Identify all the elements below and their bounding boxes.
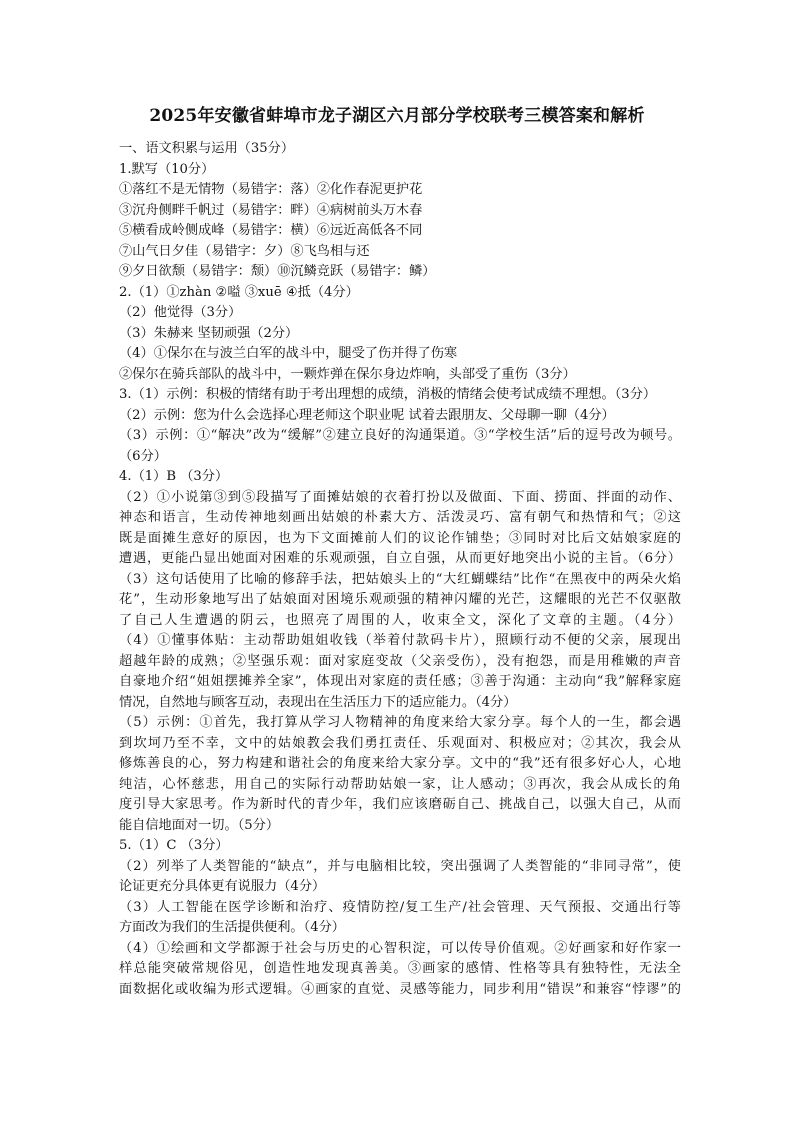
answer-line: 度引导大家思考。作为新时代的青少年，我们应该磨砺自己、挑战自己，以强大自己，从而 [119,797,681,812]
answer-line: （6分） [119,448,167,464]
answer-line: 纯洁，心怀慈悲，用自己的实际行动帮助姑娘一家，让人感动；③再次，我会从成长的角 [119,776,681,792]
question-heading: 1.默写（10分） [119,161,215,177]
answer-line: 自豪地介绍“姐姐摆摊养全家”，体现出对家庭的责任感；③善于沟通：主动向“我”解释家庭 [119,674,681,689]
answer-line: 能自信地面对一切。（5分） [119,817,280,833]
answer-line: （3）示例：①“解决”改为“缓解”②建立良好的沟通渠道。③“学校生活”后的逗号改为顿号。 [119,428,681,443]
answer-line: 论证更充分具体更有说服力（4分） [119,879,326,894]
section-heading: 一、语文积累与运用（35分） [119,141,295,156]
answer-line: 遭遇，更能凸显出她面对困难的乐观顽强，自立自强，从而更好地突出小说的主旨。（6分） [119,551,681,566]
answer-line: （3）朱赫来 坚韧顽强（2分） [119,325,299,341]
answer-line: 样总能突破常规俗见，创造性地发现真善美。③画家的感情、性格等具有独特性，无法全 [119,961,681,976]
answer-line: ⑦山气日夕佳（易错字：夕）⑧飞鸟相与还 [119,243,370,259]
answer-line: （3）这句话使用了比喻的修辞手法，把姑娘头上的“大红蝴蝶结”比作“在黑夜中的两朵火焰 [119,571,681,587]
answer-line: 3.（1）示例：积极的情绪有助于考出理想的成绩，消极的情绪会使考试成绩不理想。（3分） [119,387,657,402]
answer-line: （2）列举了人类智能的“缺点”，并与电脑相比较，突出强调了人类智能的“非同寻常”，使 [119,858,681,874]
answer-line: 2.（1）①zhàn ②嗌 ③xuē ④抵（4分） [119,284,359,300]
answer-line: 到坎坷乃至不幸，文中的姑娘教会我们勇扛责任、乐观面对、积极应对；②其次，我会从 [119,735,681,751]
answer-line: 了自己人生遭遇的阴云，也照亮了周围的人，收束全文，深化了文章的主题。（4分） [119,612,681,628]
answer-line: ⑤横看成岭侧成峰（易错字：横）⑥远近高低各不同 [119,223,423,238]
answer-line: 情况，自然地与顾客互动，表现出在生活压力下的适应能力。（4分） [119,694,517,710]
answer-line: （5）示例：①首先，我打算从学习人物精神的角度来给大家分享。每个人的一生，都会遇 [119,715,681,730]
answer-line: 方面改为我们的生活提供便利。（4分） [119,920,345,935]
answer-line: （3）人工智能在医学诊断和治疗、疫情防控/复工生产/社会管理、天气预报、交通出行等 [119,899,681,915]
answer-line: 面数据化或收编为形式逻辑。④画家的直觉、灵感等能力，同步利用“错误”和兼容“悖谬”的 [119,981,681,997]
answer-line: （4）①保尔在与波兰白军的战斗中，腿受了伤并得了伤寒 [119,346,458,361]
answer-line: 超越年龄的成熟；②坚强乐观：面对家庭变故（父亲受伤），没有抱怨，而是用稚嫩的声音 [119,653,681,669]
answer-line: 既是面摊生意好的原因，也为下文面摊前人们的议论作铺垫；③同时对比后文姑娘家庭的 [119,530,681,546]
answer-line: 花”，生动形象地写出了姑娘面对困境乐观顽强的精神闪耀的光芒，这耀眼的光芒不仅驱散 [119,592,681,607]
answer-line: 4.（1）B （3分） [119,469,229,484]
answer-line: ①落红不是无情物（易错字：落）②化作春泥更护花 [119,182,423,197]
answer-line: 5.（1）C （3分） [119,838,229,853]
answer-line: 神态和语言，生动传神地刻画出姑娘的朴素大方、活泼灵巧、富有朝气和热情和气；②这 [119,510,681,525]
document-title: 2025年安徽省蚌埠市龙子湖区六月部分学校联考三模答案和解析 [149,106,645,126]
answer-line: （2）①小说第③到⑤段描写了面摊姑娘的衣着打扮以及做面、下面、捞面、拌面的动作、 [119,489,681,505]
document-body [119,139,681,1000]
answer-line: ⑨夕日欲颓（易错字：颓）⑩沉鳞竞跃（易错字：鳞） [119,264,436,279]
answer-line: （2）他觉得（3分） [119,305,242,320]
answer-line: （4）①懂事体贴：主动帮助姐姐收钱（举着付款码卡片），照顾行动不便的父亲，展现出 [119,633,681,648]
answer-line: （4）①绘画和文学都源于社会与历史的心智积淀，可以传导价值观。②好画家和好作家一 [119,940,681,956]
answer-line: ③沉舟侧畔千帆过（易错字：畔）④病树前头万木春 [119,202,423,218]
answer-line: 修炼善良的心，努力构建和谐社会的角度来给大家分享。文中的“我”还有很多好心人，心地 [119,756,681,771]
answer-line: （2）示例：您为什么会选择心理老师这个职业呢 试着去跟朋友、父母聊一聊（4分） [119,407,615,423]
answer-line: ②保尔在骑兵部队的战斗中，一颗炸弹在保尔身边炸响，头部受了重伤（3分） [119,366,576,382]
